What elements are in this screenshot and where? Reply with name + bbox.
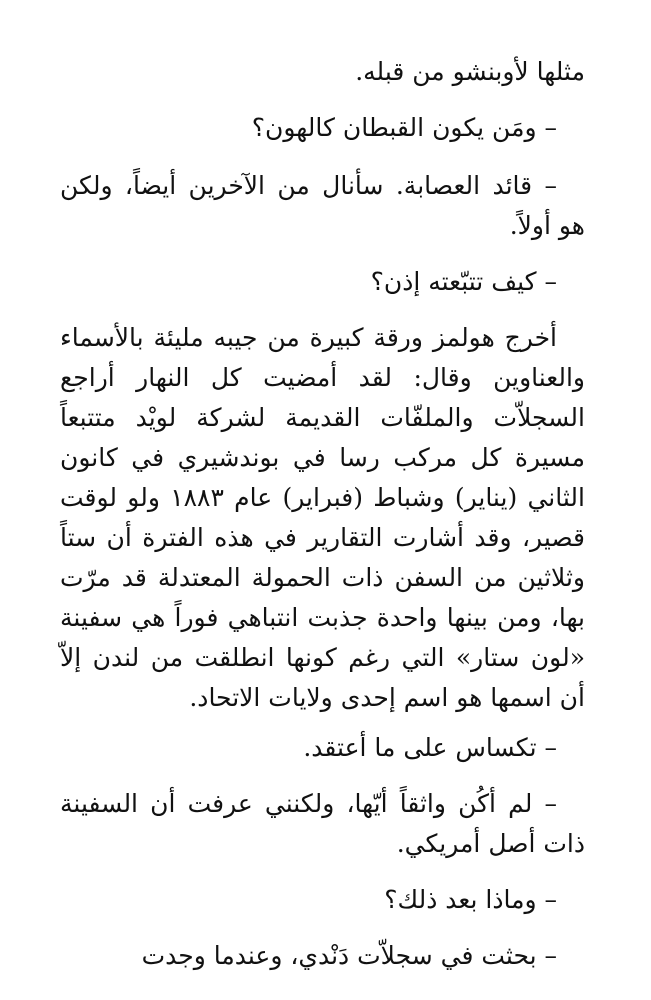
dialogue-line-1: – ومَن يكون القبطان كالهون؟ bbox=[251, 113, 557, 142]
narration-paragraph: أخرج هولمز ورقة كبيرة من جيبه مليئة بالأسماء والعناوين وقال: لقد أمضيت كل النهار أراجع السجلاّت والملفّات القديمة لشركة لويْد متتبعاً مسيرة كل مركب رسا في بوندشيري في كانون الثاني (يناير) وشباط (فبراير) عام ١٨٨٣ ولو لوقت قصير، وقد أشارت التقارير في هذه الفترة أن ستاً وثلاثين من السفن ذات الحمولة المعتدلة قد مرّت بها، ومن بينها واحدة جذبت انتباهي فوراً هي سفينة «لون ستار» التي رغم كونها انطلقت من لندن إلاّ أن اسمها هو اسم إحدى ولايات الاتحاد. bbox=[60, 323, 585, 712]
dialogue-line-5: – لم أكُن واثقاً أيّها، ولكنني عرفت أن السفينة ذات أصل أمريكي. bbox=[60, 789, 585, 858]
dialogue-line-6: – وماذا بعد ذلك؟ bbox=[384, 885, 557, 914]
dialogue-line-7: – بحثت في سجلاّت دَنْدي، وعندما وجدت bbox=[141, 941, 557, 970]
dialogue-line-4: – تكساس على ما أعتقد. bbox=[303, 733, 557, 762]
book-page bbox=[60, 0, 585, 1000]
dialogue-line-3: – كيف تتبّعته إذن؟ bbox=[370, 267, 557, 296]
dialogue-line-2: – قائد العصابة. سأنال من الآخرين أيضاً، ولكن هو أولاً. bbox=[60, 171, 585, 240]
paragraph-1: مثلها لأوبنشو من قبله. bbox=[355, 57, 585, 86]
